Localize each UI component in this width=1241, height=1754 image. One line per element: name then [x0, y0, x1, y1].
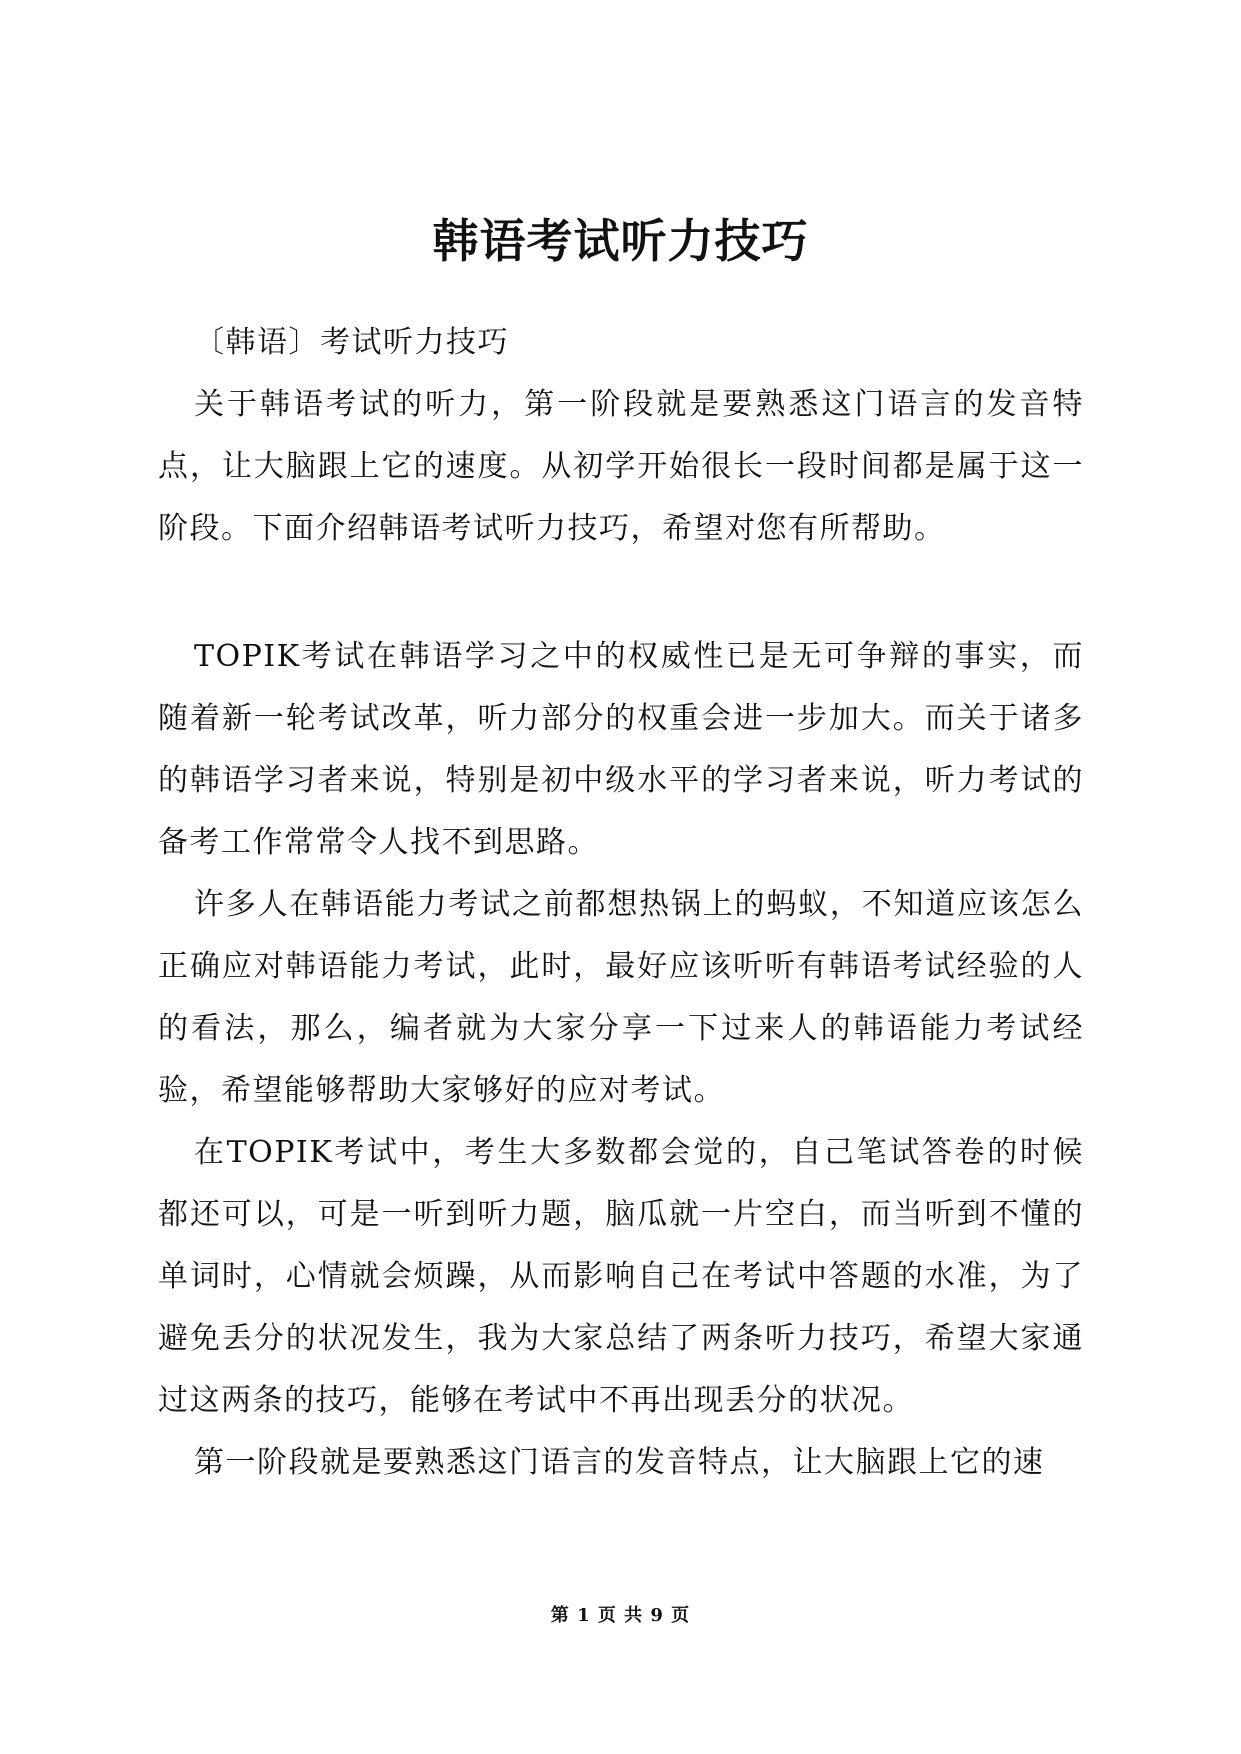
page-number-footer: 第 1 页 共 9 页 [550, 1605, 691, 1626]
document-title: 韩语考试听力技巧 [432, 213, 809, 268]
paragraph-intro: 关于韩语考试的听力，第一阶段就是要熟悉这门语言的发音特点，让大脑跟上它的速度。从初学开始很长一段时间都是属于这一阶段。下面介绍韩语考试听力技巧，希望对您有所帮助。 [158, 387, 1084, 546]
paragraph-topik-authority: TOPIK考试在韩语学习之中的权威性已是无可争辩的事实，而随着新一轮考试改革，听力部分的权重会进一步加大。而关于诸多的韩语学习者来说，特别是初中级水平的学习者来说，听力考试的备考工作常常令人找不到思路。 [158, 639, 1084, 860]
paragraph-first-stage: 第一阶段就是要熟悉这门语言的发音特点，让大脑跟上它的速 [194, 1445, 1045, 1480]
paragraph-listening-tips: 在TOPIK考试中，考生大多数都会觉的，自己笔试答卷的时候都还可以，可是一听到听力题，脑瓜就一片空白，而当听到不懂的单词时，心情就会烦躁，从而影响自己在考试中答题的水准，为了避免丢分的状况发生，我为大家总结了两条听力技巧，希望大家通过这两条的技巧，能够在考试中不再出现丢分的状况。 [158, 1135, 1084, 1418]
document-body [158, 312, 1084, 1494]
paragraph-exam-experience: 许多人在韩语能力考试之前都想热锅上的蚂蚁，不知道应该怎么正确应对韩语能力考试，此时，最好应该听听有韩语考试经验的人的看法，那么，编者就为大家分享一下过来人的韩语能力考试经验，希望能够帮助大家够好的应对考试。 [158, 887, 1084, 1108]
document-subtitle: 〔韩语〕考试听力技巧 [194, 325, 509, 360]
